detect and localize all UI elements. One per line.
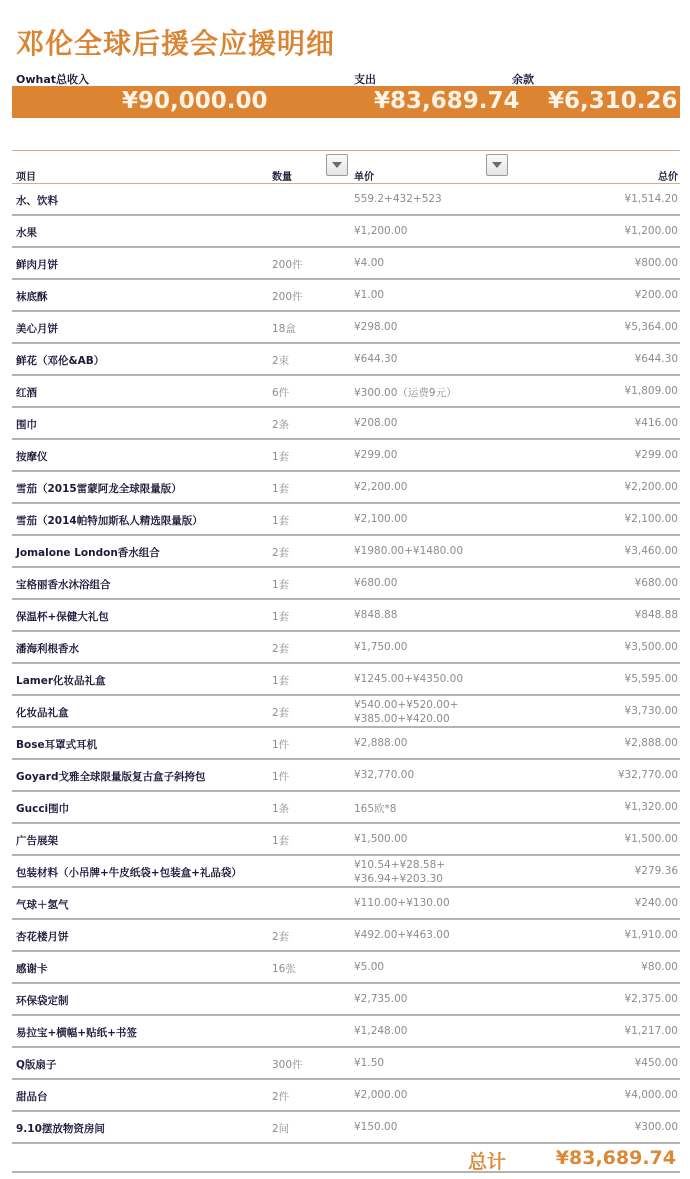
item-total-price: ¥1,200.00 [624, 225, 678, 237]
table-row [12, 664, 680, 696]
item-name: 美心月饼 [16, 323, 58, 335]
table-row [12, 920, 680, 952]
item-total-price: ¥2,888.00 [624, 737, 678, 749]
table-row [12, 856, 680, 888]
item-name: 广告展架 [16, 835, 58, 847]
balance-label: 余款 [512, 73, 534, 86]
item-unit-price: ¥1.50 [354, 1057, 385, 1069]
item-unit-price: ¥300.00（运费9元） [354, 387, 457, 399]
page-title: 邓伦全球后援会应援明细 [16, 27, 336, 60]
item-qty: 2套 [272, 931, 290, 943]
table-row [12, 792, 680, 824]
table-row [12, 280, 680, 312]
item-total-price: ¥644.30 [634, 353, 678, 365]
income-label: Owhat总收入 [16, 73, 90, 86]
item-total-price: ¥3,500.00 [624, 641, 678, 653]
table-row [12, 1080, 680, 1112]
item-unit-price: ¥848.88 [354, 609, 398, 621]
unit-price-line: ¥540.00+¥520.00+ [354, 699, 459, 711]
unit-price-line: ¥36.94+¥203.30 [354, 873, 443, 885]
item-unit-price: ¥492.00+¥463.00 [354, 929, 450, 941]
item-name: 保温杯+保健大礼包 [16, 611, 109, 623]
item-total-price: ¥32,770.00 [617, 769, 678, 781]
item-unit-price: ¥2,000.00 [354, 1089, 408, 1101]
item-total-price: ¥416.00 [634, 417, 678, 429]
balance-value: ¥6,310.26 [548, 88, 678, 114]
item-total-price: ¥1,320.00 [624, 801, 678, 813]
item-qty: 1套 [272, 579, 290, 591]
item-qty: 2件 [272, 1091, 290, 1103]
item-name: 按摩仪 [16, 451, 48, 463]
item-name: 袜底酥 [16, 291, 48, 303]
item-total-price: ¥1,910.00 [624, 929, 678, 941]
item-qty: 200件 [272, 259, 303, 271]
table-row [12, 600, 680, 632]
item-name: 化妆品礼盒 [16, 707, 69, 719]
item-total-price: ¥2,100.00 [624, 513, 678, 525]
item-total-price: ¥200.00 [634, 289, 678, 301]
item-total-price: ¥1,514.20 [624, 193, 678, 205]
header-top-divider [12, 150, 680, 151]
table-row [12, 824, 680, 856]
item-name: 易拉宝+横幅+贴纸+书签 [16, 1027, 137, 1039]
item-unit-price: ¥1980.00+¥1480.00 [354, 545, 463, 557]
item-qty: 1套 [272, 611, 290, 623]
item-total-price: ¥1,809.00 [624, 385, 678, 397]
column-header-qty: 数量 [272, 172, 292, 183]
table-row [12, 696, 680, 728]
item-unit-price [354, 698, 458, 726]
item-qty: 300件 [272, 1059, 303, 1071]
item-name: 雪茄（2014帕特加斯私人精选限量版） [16, 515, 203, 527]
item-total-price: ¥2,375.00 [624, 993, 678, 1005]
total-label: 总计 [468, 1151, 507, 1173]
table-row [12, 952, 680, 984]
item-qty: 18盒 [272, 323, 296, 335]
item-qty: 2套 [272, 643, 290, 655]
item-unit-price: ¥110.00+¥130.00 [354, 897, 450, 909]
table-row [12, 760, 680, 792]
item-qty: 1套 [272, 835, 290, 847]
item-name: Jomalone London香水组合 [16, 547, 160, 559]
item-qty: 2套 [272, 547, 290, 559]
item-name: 环保袋定制 [16, 995, 69, 1007]
item-total-price: ¥1,217.00 [624, 1025, 678, 1037]
item-total-price: ¥300.00 [634, 1121, 678, 1133]
item-qty: 1件 [272, 739, 290, 751]
item-unit-price: 559.2+432+523 [354, 193, 442, 205]
item-name: 杏花楼月饼 [16, 931, 69, 943]
item-qty: 1套 [272, 483, 290, 495]
table-row [12, 216, 680, 248]
item-unit-price: ¥2,735.00 [354, 993, 408, 1005]
item-unit-price: ¥1245.00+¥4350.00 [354, 673, 463, 685]
table-row [12, 568, 680, 600]
item-total-price: ¥80.00 [641, 961, 678, 973]
column-header-total: 总价 [658, 172, 678, 183]
item-total-price: ¥240.00 [634, 897, 678, 909]
expense-value: ¥83,689.74 [374, 88, 520, 114]
item-total-price: ¥299.00 [634, 449, 678, 461]
table-row [12, 984, 680, 1016]
item-name: 雪茄（2015雷蒙阿龙全球限量版） [16, 483, 182, 495]
item-total-price: ¥5,595.00 [624, 673, 678, 685]
item-unit-price: ¥1,500.00 [354, 833, 408, 845]
item-unit-price: ¥1,200.00 [354, 225, 408, 237]
item-unit-price: ¥208.00 [354, 417, 398, 429]
item-name: 鲜花（邓伦&AB） [16, 355, 105, 367]
table-row [12, 408, 680, 440]
item-total-price: ¥800.00 [634, 257, 678, 269]
item-qty: 1条 [272, 803, 290, 815]
table-row [12, 536, 680, 568]
item-name: Gucci围巾 [16, 803, 70, 815]
item-name: 围巾 [16, 419, 37, 431]
item-total-price: ¥450.00 [634, 1057, 678, 1069]
item-name: 包装材料（小吊牌+牛皮纸袋+包装盒+礼品袋） [16, 867, 242, 879]
table-row [12, 632, 680, 664]
column-header-item: 项目 [16, 172, 36, 183]
item-name: 鲜肉月饼 [16, 259, 58, 271]
expense-table [12, 184, 680, 1144]
item-name: Q版扇子 [16, 1059, 57, 1071]
item-total-price: ¥2,200.00 [624, 481, 678, 493]
item-total-price: ¥3,730.00 [624, 705, 678, 717]
item-unit-price: ¥1,750.00 [354, 641, 408, 653]
table-row [12, 248, 680, 280]
expense-label: 支出 [354, 73, 376, 86]
item-qty: 1件 [272, 771, 290, 783]
table-row [12, 888, 680, 920]
item-unit-price: ¥680.00 [354, 577, 398, 589]
item-unit-price: ¥298.00 [354, 321, 398, 333]
item-name: 水果 [16, 227, 37, 239]
item-name: Lamer化妆品礼盒 [16, 675, 106, 687]
item-unit-price: ¥2,100.00 [354, 513, 408, 525]
table-row [12, 1048, 680, 1080]
item-qty: 1套 [272, 675, 290, 687]
table-row [12, 440, 680, 472]
unit-price-line: ¥10.54+¥28.58+ [354, 859, 446, 871]
item-unit-price: ¥644.30 [354, 353, 398, 365]
item-name: Bose耳罩式耳机 [16, 739, 98, 751]
item-unit-price: 165欧*8 [354, 803, 397, 815]
table-row [12, 312, 680, 344]
item-name: 宝格丽香水沐浴组合 [16, 579, 111, 591]
item-name: 甜品台 [16, 1091, 48, 1103]
unit-filter-dropdown-icon[interactable] [486, 154, 508, 176]
table-row [12, 504, 680, 536]
item-unit-price: ¥150.00 [354, 1121, 398, 1133]
column-header-unit: 单价 [354, 172, 374, 183]
item-qty: 200件 [272, 291, 303, 303]
item-qty: 1套 [272, 451, 290, 463]
table-row [12, 344, 680, 376]
table-row [12, 184, 680, 216]
item-qty: 2束 [272, 355, 290, 367]
item-total-price: ¥4,000.00 [624, 1089, 678, 1101]
item-unit-price [354, 858, 445, 886]
item-unit-price: ¥4.00 [354, 257, 385, 269]
table-row [12, 1016, 680, 1048]
item-unit-price: ¥1,248.00 [354, 1025, 408, 1037]
qty-filter-dropdown-icon[interactable] [326, 154, 348, 176]
unit-price-line: ¥385.00+¥420.00 [354, 713, 450, 725]
item-unit-price: ¥2,200.00 [354, 481, 408, 493]
item-qty: 6件 [272, 387, 290, 399]
item-name: 红酒 [16, 387, 37, 399]
item-name: 感谢卡 [16, 963, 48, 975]
item-total-price: ¥680.00 [634, 577, 678, 589]
item-unit-price: ¥32,770.00 [354, 769, 415, 781]
item-qty: 1套 [272, 515, 290, 527]
income-value: ¥90,000.00 [122, 88, 268, 114]
item-unit-price: ¥5.00 [354, 961, 385, 973]
table-row [12, 376, 680, 408]
item-name: 潘海利根香水 [16, 643, 79, 655]
item-total-price: ¥848.88 [634, 609, 678, 621]
item-name: 气球＋氢气 [16, 899, 69, 911]
item-unit-price: ¥299.00 [354, 449, 398, 461]
item-qty: 2套 [272, 707, 290, 719]
item-name: 9.10摆放物资房间 [16, 1123, 105, 1135]
item-total-price: ¥1,500.00 [624, 833, 678, 845]
item-name: Goyard戈雅全球限量版复古盒子斜挎包 [16, 771, 206, 783]
table-row [12, 1112, 680, 1144]
table-row [12, 472, 680, 504]
item-qty: 2间 [272, 1123, 290, 1135]
item-total-price: ¥279.36 [634, 865, 678, 877]
table-row [12, 728, 680, 760]
item-unit-price: ¥2,888.00 [354, 737, 408, 749]
item-total-price: ¥5,364.00 [624, 321, 678, 333]
item-name: 水、饮料 [16, 195, 58, 207]
item-qty: 2条 [272, 419, 290, 431]
total-row [12, 1146, 680, 1173]
total-value: ¥83,689.74 [555, 1147, 676, 1169]
item-qty: 16张 [272, 963, 296, 975]
item-unit-price: ¥1.00 [354, 289, 385, 301]
item-total-price: ¥3,460.00 [624, 545, 678, 557]
